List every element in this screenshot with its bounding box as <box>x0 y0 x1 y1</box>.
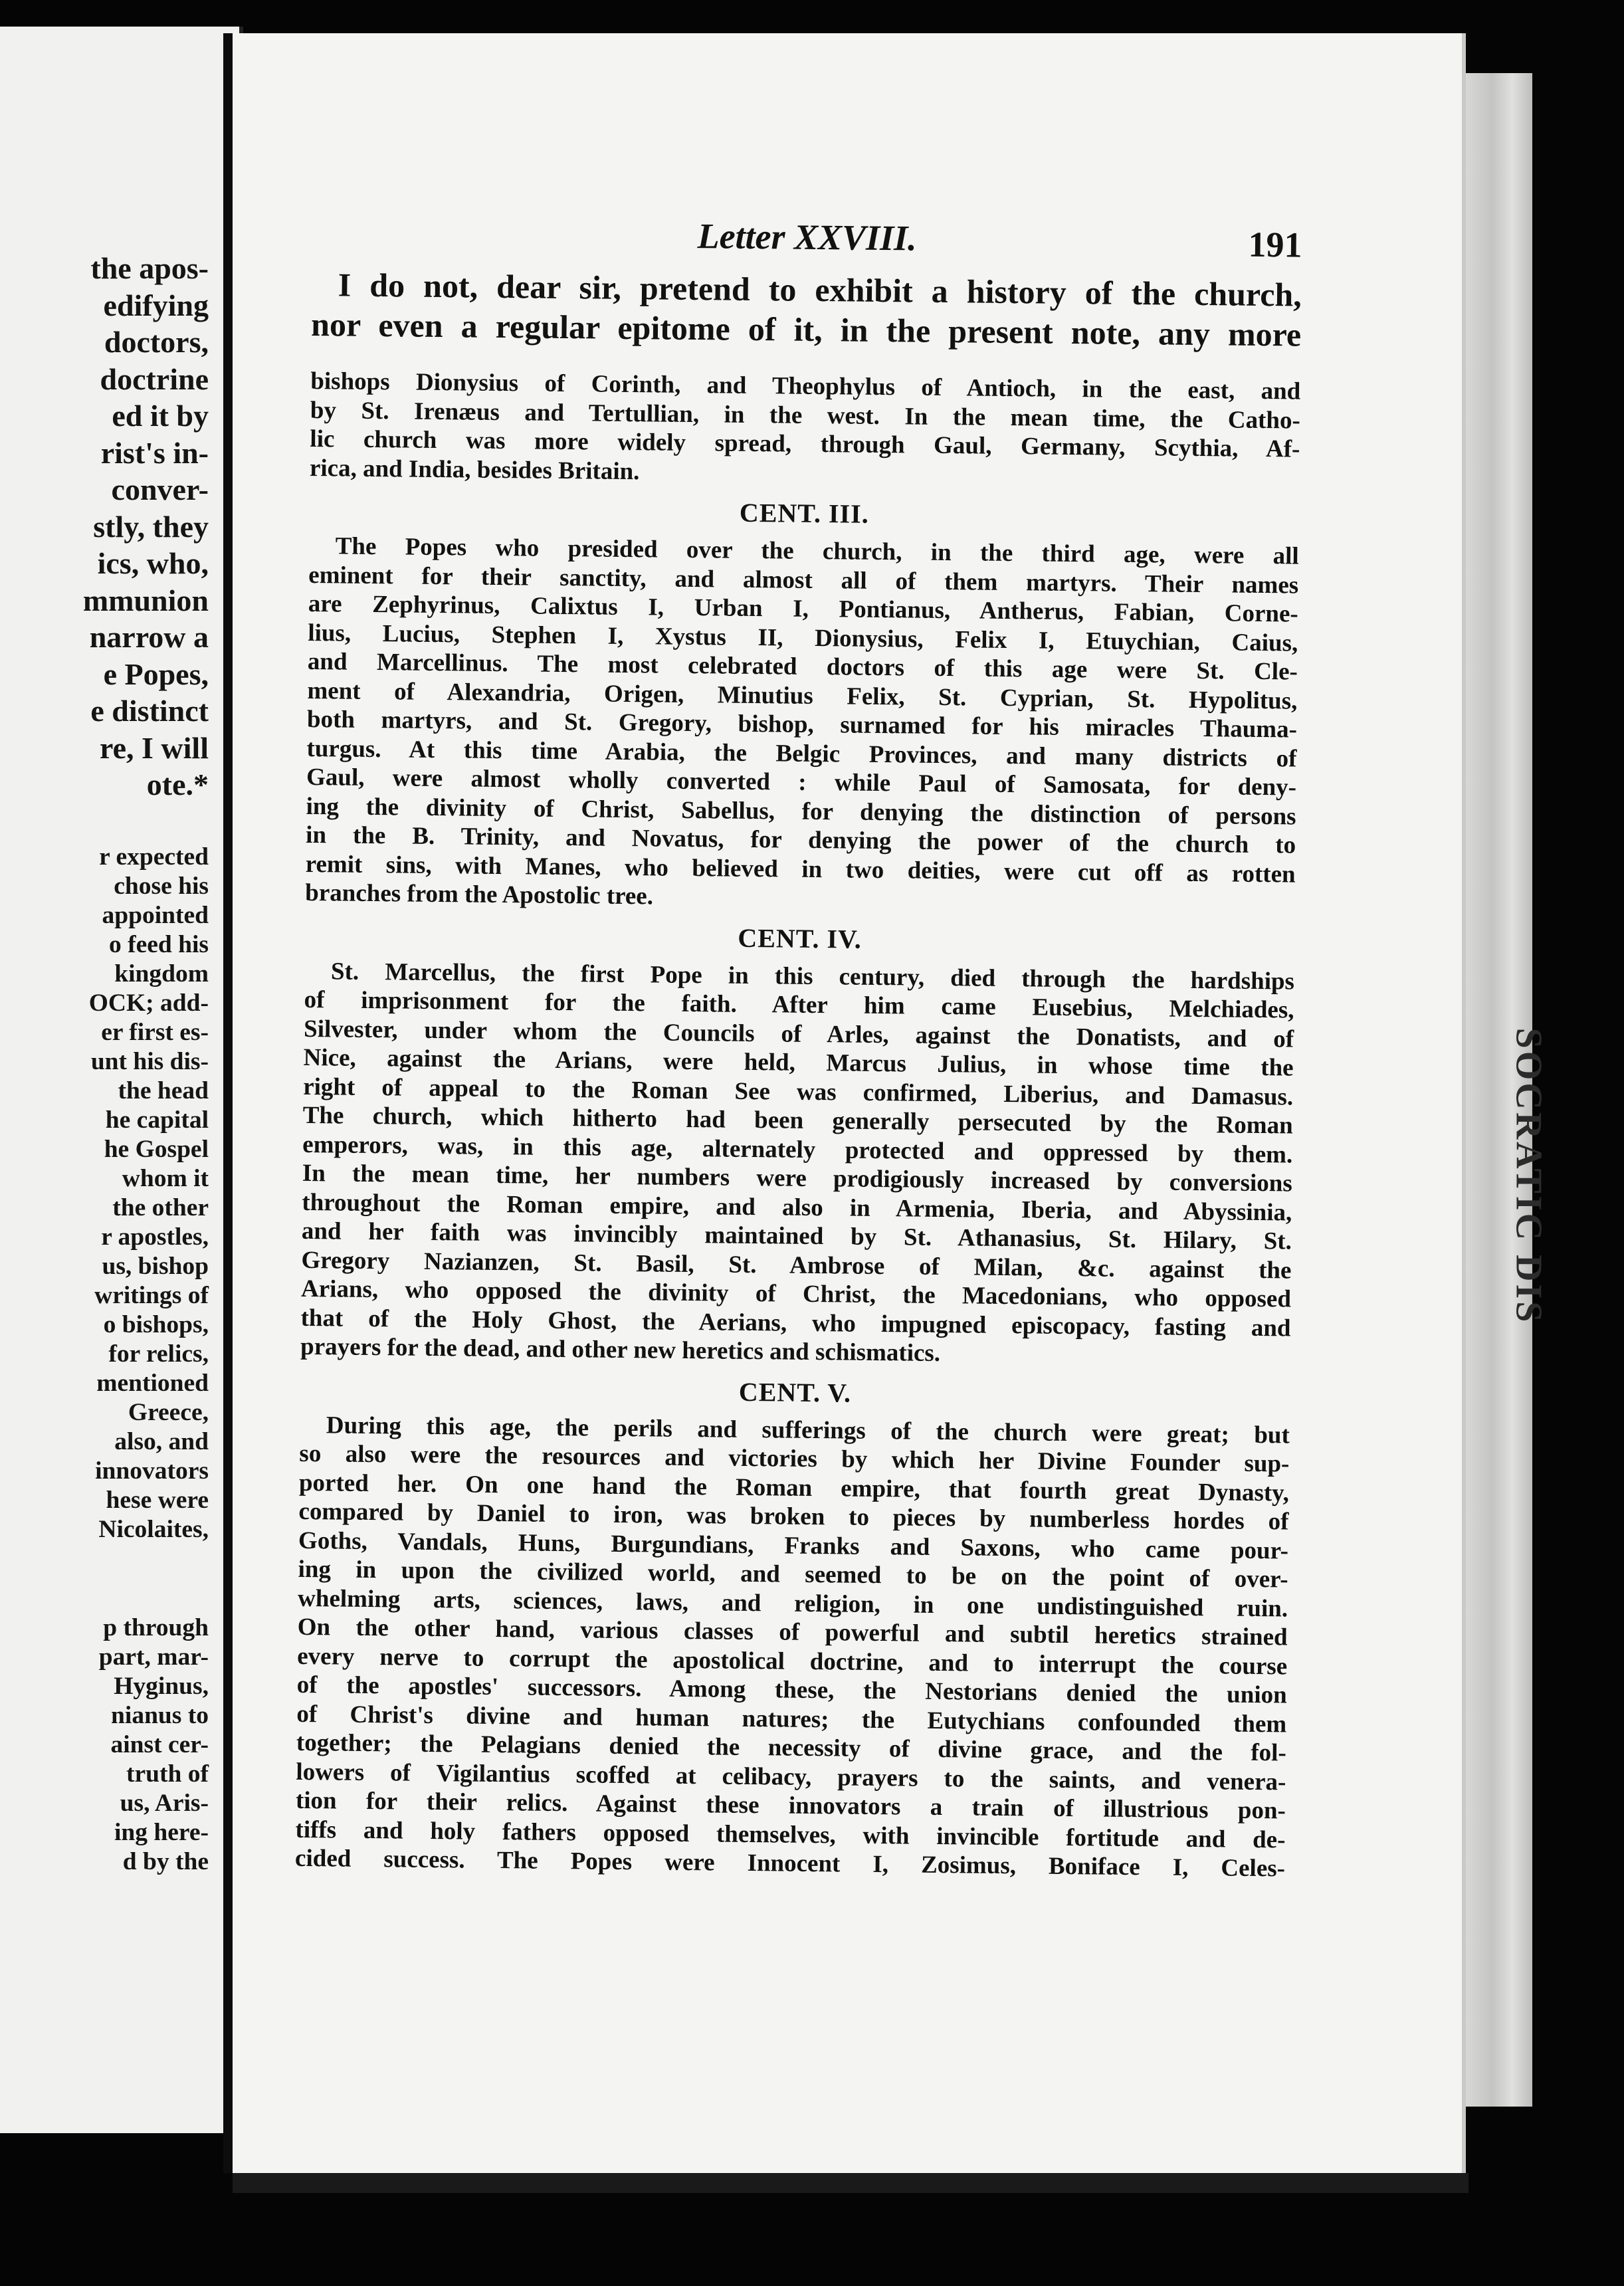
text-line: hese were <box>106 1487 209 1514</box>
text-line: nianus to <box>111 1702 209 1729</box>
section-paragraph-cent-5 <box>295 1410 1290 1883</box>
text-line: tion for their relics. Against these innovators a train of illustrious pon- <box>295 1786 1286 1825</box>
text-line: ing here- <box>114 1819 209 1846</box>
text-line: innovators <box>95 1457 209 1485</box>
text-line: Greece, <box>128 1399 209 1426</box>
left-facing-page <box>0 27 243 2133</box>
text-line: Silvester, under whom the Councils of Arles, against the Donatists, and of <box>303 1015 1294 1053</box>
text-line: he Gospel <box>104 1136 209 1163</box>
text-line: remit sins, with Manes, who believed in two deities, were cut off as rotten <box>305 850 1296 888</box>
text-line: the head <box>118 1077 209 1104</box>
text-line: o feed his <box>109 931 209 958</box>
spine-label <box>1508 944 1548 1409</box>
text-line: cided success. The Popes were Innocent I, Zosimus, Boniface I, Celes- <box>294 1844 1286 1883</box>
text-line: edifying <box>103 288 209 322</box>
text-line: are Zephyrinus, Calixtus I, Urban I, Pontianus, Antherus, Fabian, Corne- <box>308 589 1298 628</box>
text-line: OCK; add- <box>88 989 209 1017</box>
text-line: and her faith was invincibly maintained by St. Athanasius, St. Hilary, St. <box>301 1217 1292 1255</box>
spine-label-text: SOCRATIC DIS <box>1508 1027 1549 1325</box>
text-line: e Popes, <box>103 657 209 691</box>
text-line: appointed <box>102 902 209 929</box>
text-line: together; the Pelagians denied the necessity of divine grace, and the fol- <box>296 1728 1287 1767</box>
text-line: tiffs and holy fathers opposed themselves, with invincible fortitude and de- <box>295 1816 1286 1853</box>
text-line: The church, which hitherto had been generally persecuted by the Roman <box>302 1101 1293 1140</box>
text-line: Gregory Nazianzen, St. Basil, St. Ambrose of Milan, &c. against the <box>301 1246 1292 1285</box>
page-number: 191 <box>1248 224 1302 265</box>
text-line: doctrine <box>100 362 209 396</box>
text-line: The Popes who presided over the church, in the third age, were all <box>335 532 1299 570</box>
text-line: by St. Irenæus and Tertullian, in the west. In the mean time, the Catho- <box>310 396 1301 435</box>
text-line: and Marcellinus. The most celebrated doctors of this age were St. Cle- <box>307 647 1298 686</box>
text-line: rist's in- <box>100 435 209 470</box>
text-line: also, and <box>114 1428 209 1455</box>
text-line: chose his <box>114 873 209 900</box>
text-line: mentioned <box>96 1370 209 1397</box>
running-title: Letter XXVIII. <box>697 216 917 259</box>
text-line: e distinct <box>90 694 209 728</box>
main-page-content <box>295 211 1302 1883</box>
text-line: the other <box>112 1194 209 1221</box>
lead-paragraph <box>311 264 1302 355</box>
text-line: ment of Alexandria, Origen, Minutius Felix, St. Cyprian, St. Hypolitus, <box>307 676 1298 715</box>
text-line: doctors, <box>104 325 209 359</box>
text-line: re, I will <box>100 730 209 765</box>
text-line: Goths, Vandals, Huns, Burgundians, Franks and Saxons, who came pour- <box>298 1526 1289 1564</box>
text-line: r expected <box>99 843 209 871</box>
text-line: truth of <box>126 1760 209 1788</box>
text-line: branches from the Apostolic tree. <box>305 879 654 910</box>
section-paragraph-cent-4 <box>300 956 1294 1372</box>
text-line: of Christ's divine and human natures; the Eutychians confounded them <box>296 1700 1287 1738</box>
text-line: whom it <box>122 1165 209 1192</box>
page-bottom-shadow <box>233 2173 1469 2193</box>
text-line: both martyrs, and St. Gregory, bishop, surnamed for his miracles Thauma- <box>306 705 1298 744</box>
section-paragraph-cent-3 <box>305 532 1299 918</box>
left-page-footnote-text <box>89 843 209 1544</box>
text-line: Nicolaites, <box>98 1516 209 1543</box>
text-line: writings of <box>94 1282 209 1309</box>
text-line: nor even a regular epitome of it, in the present note, any more <box>310 305 1302 354</box>
text-line: he capital <box>105 1106 209 1134</box>
text-line: throughout the Roman empire, and also in Armenia, Iberia, and Abyssinia, <box>302 1188 1292 1227</box>
text-line: lowers of Vigilantius scoffed at celibacy, prayers to the saints, and venera- <box>296 1758 1286 1796</box>
text-line: stly, they <box>93 509 209 544</box>
text-line: in the B. Trinity, and Novatus, for denying the power of the church to <box>305 821 1296 859</box>
text-line: St. Marcellus, the first Pope in this century, died through the hardships <box>330 957 1295 995</box>
text-line: On the other hand, various classes of powerful and subtil heretics strained <box>297 1613 1288 1651</box>
text-line: part, mar- <box>98 1643 209 1671</box>
text-line: compared by Daniel to iron, was broken to pieces by numberless hordes of <box>298 1497 1289 1536</box>
section-heading-cent-4: CENT. IV. <box>738 922 863 954</box>
text-line: d by the <box>122 1848 209 1875</box>
text-line: ote.* <box>146 768 209 801</box>
text-line: of imprisonment for the faith. After him came Eusebius, Melchiades, <box>304 986 1294 1024</box>
text-line: bishops Dionysius of Corinth, and Theophylus of Antioch, in the east, and <box>310 367 1301 405</box>
text-line: turgus. At this time Arabia, the Belgic Provinces, and many districts of <box>306 734 1297 773</box>
text-line: narrow a <box>89 620 209 654</box>
intro-paragraph <box>310 367 1301 493</box>
text-line: prayers for the dead, and other new heretics and schismatics. <box>300 1332 941 1367</box>
left-page-upper-text <box>83 250 209 803</box>
text-line: lius, Lucius, Stephen I, Xystus II, Dionysius, Felix I, Etuychian, Caius, <box>308 619 1298 657</box>
text-line: the apos- <box>90 251 209 285</box>
text-line: Hyginus, <box>114 1673 209 1700</box>
text-line: unt his dis- <box>90 1048 209 1075</box>
text-line: During this age, the perils and sufferings of the church were great; but <box>326 1411 1290 1449</box>
text-line: kingdom <box>114 960 209 987</box>
text-line: mmunion <box>82 583 209 617</box>
text-line: that of the Holy Ghost, the Aerians, who impugned episcopacy, fasting and <box>300 1304 1291 1342</box>
text-line: r apostles, <box>101 1223 209 1251</box>
text-line: ing in upon the civilized world, and seemed to be on the point of over- <box>298 1555 1288 1594</box>
section-heading-cent-5: CENT. V. <box>738 1376 852 1408</box>
text-line: Arians, who opposed the divinity of Christ, the Macedonians, who opposed <box>300 1275 1292 1313</box>
text-line: p through <box>103 1614 209 1641</box>
section-heading-cent-3: CENT. III. <box>739 497 869 529</box>
text-line: In the mean time, her numbers were prodigiously increased by conversions <box>302 1159 1292 1197</box>
text-line: Gaul, were almost wholly converted : while Paul of Samosata, for deny- <box>306 763 1297 801</box>
text-line: lic church was more widely spread, through Gaul, Germany, Scythia, Af- <box>310 425 1300 463</box>
text-line: ainst cer- <box>110 1731 209 1758</box>
text-line: conver- <box>111 472 209 506</box>
text-line: rica, and India, besides Britain. <box>309 454 640 485</box>
text-line: I do not, dear sir, pretend to exhibit a history of the church, <box>338 266 1302 314</box>
text-line: ics, who, <box>97 546 209 580</box>
text-line: for relics, <box>108 1340 209 1368</box>
text-line: eminent for their sanctity, and almost all of them martyrs. Their names <box>308 561 1299 599</box>
text-line: ed it by <box>112 399 209 433</box>
text-line: Nice, against the Arians, were held, Marcus Julius, in whose time the <box>303 1043 1294 1082</box>
text-line: ported her. On one hand the Roman empire, that fourth great Dynasty, <box>298 1469 1290 1507</box>
text-line: o bishops, <box>103 1311 209 1338</box>
running-head <box>312 211 1302 275</box>
text-line: us, Aris- <box>120 1790 209 1817</box>
text-line: ing the divinity of Christ, Sabellus, for denying the distinction of persons <box>306 792 1296 831</box>
text-line: us, bishop <box>102 1253 209 1280</box>
left-page-bottom-text <box>99 1613 209 1877</box>
text-line: every nerve to corrupt the apostolical doctrine, and to interrupt the course <box>297 1642 1288 1680</box>
text-line: emperors, was, in this age, alternately protected and oppressed by them. <box>302 1130 1293 1169</box>
text-line: whelming arts, sciences, laws, and religion, in one undistinguished ruin. <box>297 1584 1288 1622</box>
text-line: right of appeal to the Roman See was confirmed, Liberius, and Damasus. <box>302 1073 1294 1111</box>
text-line: of the apostles' successors. Among these, the Nestorians denied the union <box>296 1671 1287 1709</box>
text-line: er first es- <box>101 1019 209 1046</box>
text-line: so also were the resources and victories by which her Divine Founder sup- <box>299 1439 1290 1478</box>
